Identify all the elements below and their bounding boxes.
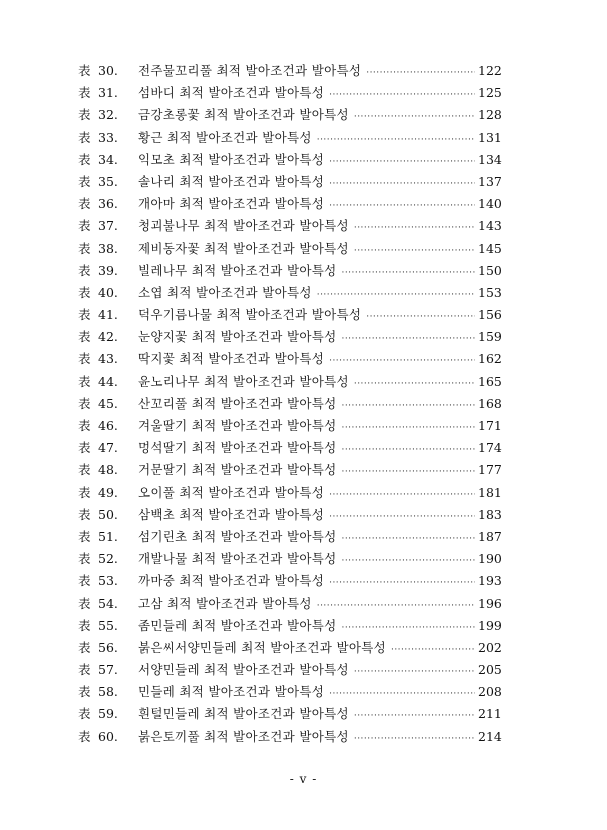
table-title: 까마중 최적 발아조건과 발아특성 (138, 573, 325, 589)
dot-leader (341, 528, 475, 550)
table-prefix: 表 (78, 373, 91, 389)
page-ref: 214 (478, 728, 502, 744)
toc-entry[interactable] (78, 703, 500, 725)
toc-entry[interactable] (78, 570, 500, 592)
table-number: 53. (98, 573, 118, 589)
table-title: 솔나리 최적 발아조건과 발아특성 (138, 173, 325, 189)
page-ref: 199 (478, 617, 502, 633)
table-title: 딱지꽃 최적 발아조건과 발아특성 (138, 351, 325, 367)
table-number: 54. (98, 595, 118, 611)
page-ref: 183 (478, 506, 502, 522)
page-ref: 145 (478, 240, 502, 256)
table-number: 37. (98, 218, 118, 234)
dot-leader (341, 439, 475, 461)
table-title: 청괴불나무 최적 발아조건과 발아특성 (138, 218, 349, 234)
table-title: 붉은토끼풀 최적 발아조건과 발아특성 (138, 728, 349, 744)
dot-leader (341, 617, 475, 639)
table-title: 금강초롱꽃 최적 발아조건과 발아특성 (138, 107, 349, 123)
table-number: 58. (98, 684, 118, 700)
dot-leader (329, 350, 475, 372)
table-prefix: 表 (78, 240, 91, 256)
dot-leader (317, 595, 475, 617)
table-title: 좀민들레 최적 발아조건과 발아특성 (138, 617, 337, 633)
toc-entry[interactable] (78, 459, 500, 481)
dot-leader (317, 284, 475, 306)
table-number: 41. (98, 307, 118, 323)
page-ref: 156 (478, 307, 502, 323)
table-title: 오이풀 최적 발아조건과 발아특성 (138, 484, 325, 500)
table-title: 겨울딸기 최적 발아조건과 발아특성 (138, 418, 337, 433)
table-number: 50. (98, 506, 118, 522)
table-title: 삼백초 최적 발아조건과 발아특성 (138, 506, 325, 522)
table-title: 멍석딸기 최적 발아조건과 발아특성 (138, 440, 337, 456)
table-title: 고삼 최적 발아조건과 발아특성 (138, 595, 312, 611)
toc-entry[interactable] (78, 104, 500, 126)
page-number: - v - (289, 772, 318, 786)
dot-leader (366, 62, 475, 84)
table-prefix: 表 (78, 63, 91, 78)
toc-entry[interactable] (78, 504, 500, 526)
toc-entry[interactable] (78, 82, 500, 104)
dot-leader (329, 195, 475, 217)
page-ref: 162 (478, 351, 502, 367)
table-prefix: 表 (78, 617, 91, 633)
table-prefix: 表 (78, 151, 91, 167)
page-ref: 122 (478, 63, 502, 78)
toc-entry[interactable] (78, 60, 500, 82)
table-prefix: 表 (78, 395, 91, 411)
table-prefix: 表 (78, 85, 91, 101)
page-ref: 131 (478, 129, 502, 145)
dot-leader (366, 306, 475, 328)
page-ref: 177 (478, 462, 502, 478)
table-prefix: 表 (78, 173, 91, 189)
table-title: 윤노리나무 최적 발아조건과 발아특성 (138, 373, 349, 389)
table-number: 43. (98, 351, 118, 367)
table-title: 제비동자꽃 최적 발아조건과 발아특성 (138, 240, 349, 256)
page-ref: 165 (478, 373, 502, 389)
table-prefix: 表 (78, 551, 91, 567)
table-prefix: 表 (78, 418, 91, 433)
table-title: 소엽 최적 발아조건과 발아특성 (138, 284, 312, 300)
page-ref: 196 (478, 595, 502, 611)
table-of-tables (78, 60, 500, 748)
toc-entry[interactable] (78, 637, 500, 659)
dot-leader (341, 461, 475, 483)
table-prefix: 表 (78, 639, 91, 655)
table-number: 51. (98, 528, 118, 544)
table-prefix: 表 (78, 728, 91, 744)
page-ref: 125 (478, 85, 502, 101)
dot-leader (329, 173, 475, 195)
dot-leader (341, 328, 475, 350)
table-number: 39. (98, 262, 118, 278)
table-number: 46. (98, 418, 118, 433)
table-number: 47. (98, 440, 118, 456)
table-prefix: 表 (78, 440, 91, 456)
dot-leader (341, 262, 475, 284)
dot-leader (354, 240, 475, 262)
dot-leader (329, 683, 475, 705)
table-prefix: 表 (78, 218, 91, 234)
dot-leader (341, 550, 475, 572)
dot-leader (329, 572, 475, 594)
page-ref: 159 (478, 329, 502, 345)
dot-leader (329, 484, 475, 506)
table-number: 30. (98, 63, 118, 78)
table-title: 거문딸기 최적 발아조건과 발아특성 (138, 462, 337, 478)
page-ref: 181 (478, 484, 502, 500)
page-ref: 202 (478, 639, 502, 655)
table-title: 민들레 최적 발아조건과 발아특성 (138, 684, 325, 700)
table-prefix: 表 (78, 506, 91, 522)
toc-entry[interactable] (78, 348, 500, 370)
toc-entry[interactable] (78, 149, 500, 171)
table-title: 전주물꼬리풀 최적 발아조건과 발아특성 (138, 63, 362, 78)
toc-entry[interactable] (78, 193, 500, 215)
table-title: 서양민들레 최적 발아조건과 발아특성 (138, 662, 349, 678)
table-number: 44. (98, 373, 118, 389)
page-ref: 211 (478, 706, 502, 722)
dot-leader (329, 151, 475, 173)
table-title: 섬바디 최적 발아조건과 발아특성 (138, 85, 325, 101)
toc-entry[interactable] (78, 238, 500, 260)
table-number: 48. (98, 462, 118, 478)
table-title: 황근 최적 발아조건과 발아특성 (138, 129, 312, 145)
toc-entry[interactable] (78, 526, 500, 548)
table-number: 35. (98, 173, 118, 189)
table-prefix: 表 (78, 107, 91, 123)
dot-leader (354, 217, 475, 239)
page-ref: 190 (478, 551, 502, 567)
table-prefix: 表 (78, 262, 91, 278)
toc-entry[interactable] (78, 171, 500, 193)
page-ref: 134 (478, 151, 502, 167)
table-title: 산꼬리풀 최적 발아조건과 발아특성 (138, 395, 337, 411)
page-ref: 187 (478, 528, 502, 544)
dot-leader (329, 506, 475, 528)
dot-leader (329, 84, 475, 106)
page-ref: 171 (478, 418, 502, 433)
toc-entry[interactable] (78, 371, 500, 393)
table-number: 31. (98, 85, 118, 101)
toc-entry[interactable] (78, 681, 500, 703)
table-title: 섬기린초 최적 발아조건과 발아특성 (138, 528, 337, 544)
dot-leader (354, 106, 475, 128)
toc-entry[interactable] (78, 548, 500, 570)
table-prefix: 表 (78, 706, 91, 722)
table-prefix: 表 (78, 462, 91, 478)
toc-entry[interactable] (78, 260, 500, 282)
page-ref: 193 (478, 573, 502, 589)
table-title: 붉은씨서양민들레 최적 발아조건과 발아특성 (138, 639, 386, 655)
table-number: 42. (98, 329, 118, 345)
toc-entry[interactable] (78, 215, 500, 237)
table-title: 흰털민들레 최적 발아조건과 발아특성 (138, 706, 349, 722)
page-ref: 137 (478, 173, 502, 189)
page-ref: 174 (478, 440, 502, 456)
table-number: 45. (98, 395, 118, 411)
dot-leader (391, 639, 475, 661)
table-title: 개발나물 최적 발아조건과 발아특성 (138, 551, 337, 567)
page-ref: 150 (478, 262, 502, 278)
page-ref: 140 (478, 196, 502, 212)
table-title: 눈양지꽃 최적 발아조건과 발아특성 (138, 329, 337, 345)
table-prefix: 表 (78, 595, 91, 611)
toc-entry[interactable] (78, 726, 500, 748)
table-number: 55. (98, 617, 118, 633)
table-prefix: 表 (78, 684, 91, 700)
dot-leader (341, 395, 475, 417)
table-prefix: 表 (78, 284, 91, 300)
table-title: 익모초 최적 발아조건과 발아특성 (138, 151, 325, 167)
page-ref: 128 (478, 107, 502, 123)
dot-leader (354, 705, 475, 727)
toc-entry[interactable] (78, 593, 500, 615)
toc-entry[interactable] (78, 482, 500, 504)
toc-entry[interactable] (78, 127, 500, 149)
page-ref: 168 (478, 395, 502, 411)
table-prefix: 表 (78, 662, 91, 678)
table-number: 49. (98, 484, 118, 500)
table-prefix: 表 (78, 307, 91, 323)
table-number: 36. (98, 196, 118, 212)
dot-leader (354, 373, 475, 395)
page-ref: 143 (478, 218, 502, 234)
toc-entry[interactable] (78, 659, 500, 681)
toc-entry[interactable] (78, 326, 500, 348)
table-number: 38. (98, 240, 118, 256)
dot-leader (341, 417, 475, 439)
page-ref: 205 (478, 662, 502, 678)
table-number: 60. (98, 728, 118, 744)
table-number: 32. (98, 107, 118, 123)
table-number: 34. (98, 151, 118, 167)
table-number: 57. (98, 662, 118, 678)
toc-entry[interactable] (78, 304, 500, 326)
table-title: 덕우기름나물 최적 발아조건과 발아특성 (138, 307, 362, 323)
table-number: 33. (98, 129, 118, 145)
table-number: 56. (98, 639, 118, 655)
dot-leader (354, 728, 475, 750)
toc-entry[interactable] (78, 415, 500, 437)
table-prefix: 表 (78, 351, 91, 367)
table-number: 59. (98, 706, 118, 722)
table-title: 개아마 최적 발아조건과 발아특성 (138, 196, 325, 212)
toc-entry[interactable] (78, 393, 500, 415)
page-ref: 208 (478, 684, 502, 700)
table-prefix: 表 (78, 484, 91, 500)
table-prefix: 表 (78, 196, 91, 212)
table-title: 빌레나무 최적 발아조건과 발아특성 (138, 262, 337, 278)
toc-entry[interactable] (78, 282, 500, 304)
table-prefix: 表 (78, 329, 91, 345)
toc-entry[interactable] (78, 615, 500, 637)
toc-entry[interactable] (78, 437, 500, 459)
dot-leader (317, 129, 475, 151)
table-number: 52. (98, 551, 118, 567)
page-ref: 153 (478, 284, 502, 300)
table-prefix: 表 (78, 129, 91, 145)
table-number: 40. (98, 284, 118, 300)
table-prefix: 表 (78, 573, 91, 589)
dot-leader (354, 661, 475, 683)
table-prefix: 表 (78, 528, 91, 544)
